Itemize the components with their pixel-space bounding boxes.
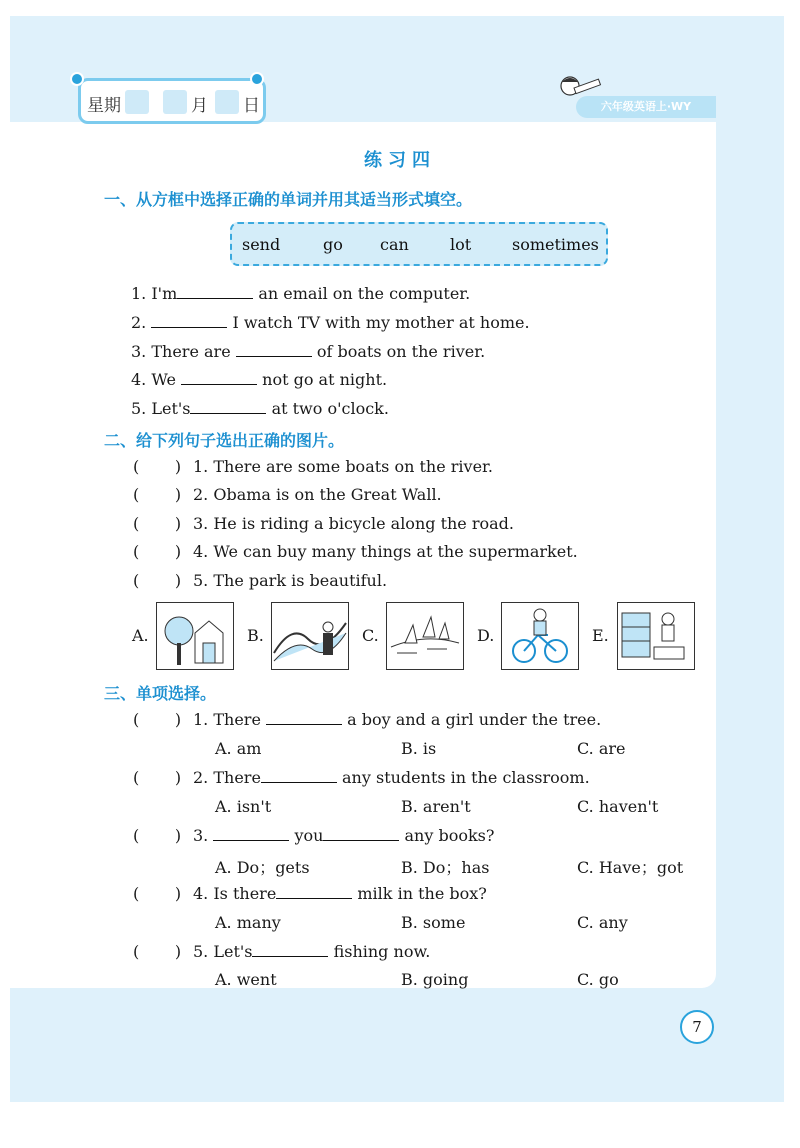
question-item: 1. There a boy and a girl under the tree. [193,710,602,729]
month-label: 月 [191,96,208,116]
answer-blank[interactable] [276,884,352,899]
answer-paren[interactable]: ( ) [133,768,182,787]
grade-tag: 六年级英语上·WY [576,96,716,118]
answer-paren[interactable]: ( ) [133,542,182,561]
question-item: 4. Is there milk in the box? [193,884,487,903]
park-picture [156,602,234,670]
sentence-item: 2. Obama is on the Great Wall. [193,485,442,504]
sentence-item: 3. He is riding a bicycle along the road. [193,514,515,533]
section1-heading: 一、从方框中选择正确的单词并用其适当形式填空。 [104,190,473,209]
weekday-blank[interactable] [125,90,149,114]
answer-paren[interactable]: ( ) [133,571,182,590]
answer-paren[interactable]: ( ) [133,485,182,504]
section3-heading: 三、单项选择。 [104,684,217,703]
answer-paren[interactable]: ( ) [133,826,182,845]
bicycle-picture [501,602,579,670]
answer-blank[interactable] [181,370,257,385]
answer-blank[interactable] [323,826,399,841]
picture-label: D. [477,626,495,645]
question-item: 5. Let's fishing now. [193,942,431,961]
answer-paren[interactable]: ( ) [133,514,182,533]
section2-heading: 二、给下列句子选出正确的图片。 [104,431,345,450]
fill-item: 1. I'm an email on the computer. [131,284,471,303]
answer-blank[interactable] [190,399,266,414]
day-blank[interactable] [215,90,239,114]
word: sometimes [512,235,599,254]
option-c[interactable]: C. any [577,913,628,932]
word: send [242,235,281,254]
option-b[interactable]: B. some [401,913,466,932]
option-b[interactable]: B. Do；has [401,858,490,877]
picture-label: B. [247,626,264,645]
supermarket-picture [617,602,695,670]
answer-blank[interactable] [266,710,342,725]
word: can [380,235,409,254]
option-c[interactable]: C. haven't [577,797,659,816]
fill-item: 5. Let's at two o'clock. [131,399,389,418]
sentence-item: 4. We can buy many things at the supermarket. [193,542,578,561]
option-b[interactable]: B. is [401,739,437,758]
weekday-label: 星期 [87,96,121,116]
option-a[interactable]: A. Do；gets [215,858,310,877]
answer-blank[interactable] [236,342,312,357]
word: go [323,235,343,254]
picture-label: C. [362,626,379,645]
sentence-item: 5. The park is beautiful. [193,571,388,590]
option-b[interactable]: B. aren't [401,797,471,816]
answer-blank[interactable] [177,284,253,299]
sentence-item: 1. There are some boats on the river. [193,457,494,476]
word: lot [450,235,472,254]
day-label: 日 [243,96,260,116]
pin-icon [70,72,84,86]
option-c[interactable]: C. Have；got [577,858,684,877]
answer-blank[interactable] [151,313,227,328]
option-a[interactable]: A. went [215,970,277,989]
option-a[interactable]: A. many [215,913,281,932]
option-b[interactable]: B. going [401,970,469,989]
answer-paren[interactable]: ( ) [133,884,182,903]
option-c[interactable]: C. are [577,739,626,758]
picture-label: A. [132,626,149,645]
question-item: 3. you any books? [193,826,495,845]
fill-item: 2. I watch TV with my mother at home. [131,313,530,332]
question-item: 2. There any students in the classroom. [193,768,590,787]
answer-blank[interactable] [261,768,337,783]
pin-icon [250,72,264,86]
great-wall-picture [271,602,349,670]
answer-paren[interactable]: ( ) [133,457,182,476]
month-blank[interactable] [163,90,187,114]
answer-blank[interactable] [213,826,289,841]
option-a[interactable]: A. am [215,739,262,758]
page-title: 练习四 [364,150,436,171]
page-number: 7 [680,1010,714,1044]
answer-paren[interactable]: ( ) [133,710,182,729]
word-box [230,222,608,266]
date-box [78,78,266,124]
fill-item: 3. There are of boats on the river. [131,342,486,361]
answer-blank[interactable] [252,942,328,957]
answer-paren[interactable]: ( ) [133,942,182,961]
fill-item: 4. We not go at night. [131,370,388,389]
picture-label: E. [592,626,609,645]
option-a[interactable]: A. isn't [215,797,272,816]
boats-picture [386,602,464,670]
option-c[interactable]: C. go [577,970,619,989]
